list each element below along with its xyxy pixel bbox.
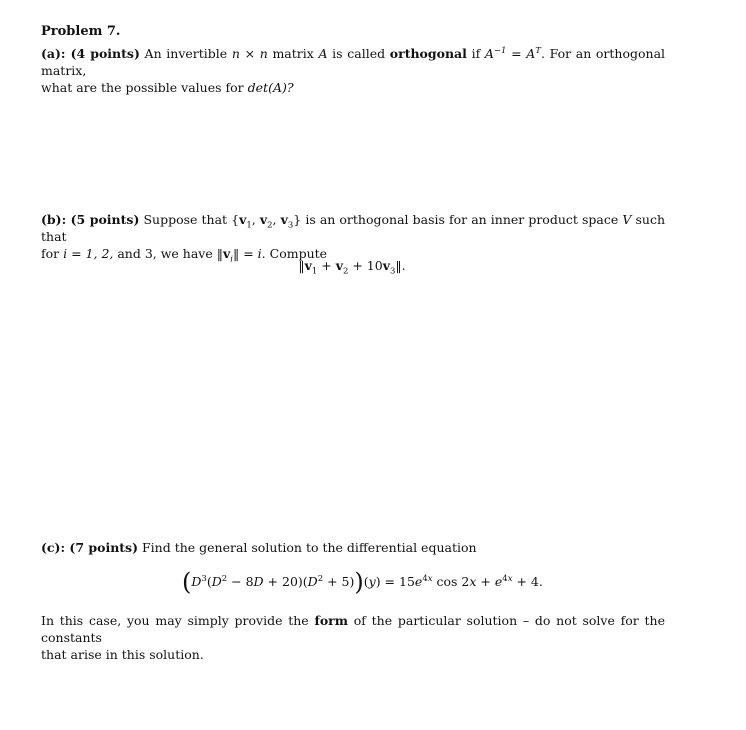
part-a-nxn: n × n <box>231 46 268 61</box>
part-b-text2: is an orthogonal basis for an inner product space <box>305 212 619 227</box>
part-b-line2b: and 3, we have <box>117 246 213 261</box>
part-c-label: (c): (7 points) <box>41 540 139 555</box>
part-b-basis: {$v_1$, $v_2$, $v_3$} <box>231 212 302 231</box>
part-c-display-equation: $(D^3(D^2 - 8D + 20)(D^2 + 5))(y) = 15e^{4x}$ $\cos 2x + e^{4x} + 4$. <box>182 568 543 596</box>
part-b-display-equation: $‖v_1 + v_2$ + $10v_3‖$. <box>298 258 406 277</box>
part-c-note-keyword: form <box>314 613 348 628</box>
part-b <box>41 211 666 265</box>
part-a-matrix-symbol: A <box>318 46 328 61</box>
part-a-line2: what are the possible values for <box>41 80 244 95</box>
part-a <box>41 45 665 96</box>
part-c-note3: that arise in this solution. <box>41 647 204 662</box>
part-a-text1: An invertible <box>144 46 228 61</box>
part-b-text3: such that <box>41 212 666 244</box>
part-b-norm: $‖v_i‖ = i$. <box>216 246 266 265</box>
part-b-label: (b): (5 points) <box>41 212 140 227</box>
part-b-line2a: for <box>41 246 60 261</box>
part-a-label: (a): (4 points) <box>41 46 140 61</box>
part-b-text1: Suppose that <box>143 212 228 227</box>
part-a-text3: is called <box>332 46 386 61</box>
problem-title: Problem 7. <box>41 24 121 39</box>
part-a-condition: $A^{-1} = A^T$ <box>484 45 541 61</box>
part-c-note2: of the particular solution – do not solve for the constants <box>41 613 665 645</box>
part-c <box>41 539 665 556</box>
part-a-det: det(A)? <box>247 80 294 95</box>
part-c-note1: In this case, you may simply provide the <box>41 613 309 628</box>
part-a-text2: matrix <box>272 46 314 61</box>
part-b-line2c: Compute <box>269 246 328 261</box>
part-a-text4: if <box>471 46 481 61</box>
part-a-keyword: orthogonal <box>389 46 467 61</box>
part-c-note <box>41 612 665 663</box>
part-b-cond: i = 1, 2, <box>63 246 114 261</box>
part-c-text1: Find the general solution to the differential equation <box>142 540 477 555</box>
part-b-space-symbol: V <box>622 212 632 227</box>
part-a-text5: . For an orthogonal matrix, <box>41 46 666 78</box>
